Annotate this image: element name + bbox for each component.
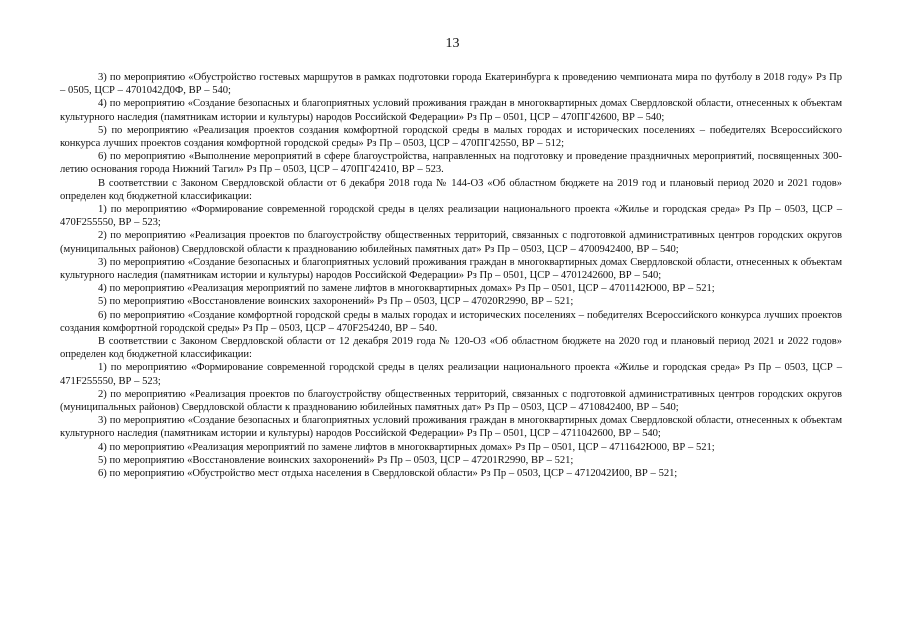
paragraph: 1) по мероприятию «Формирование современной городской среды в целях реализации национального проекта «Жилье и городская среда» Рз Пр – 0503, ЦСР – 470F255550, ВР – 523; [60, 204, 842, 229]
paragraph: 3) по мероприятию «Создание безопасных и благоприятных условий проживания граждан в многоквартирных домах Свердловской области, отнесенных к объектам культурного наследия (памятникам истории и культуры) народов Российской Федерации» Рз Пр – 0501, ЦСР – 4701242600, ВР – 540; [60, 256, 842, 282]
paragraph: 3) по мероприятию «Создание безопасных и благоприятных условий проживания граждан в многоквартирных домах Свердловской области, отнесенных к объектам культурного наследия (памятникам истории и культуры) народов Российской Федерации» Рз Пр – 0501, ЦСР – 4711042600, ВР – 540; [60, 415, 842, 440]
paragraph: 6) по мероприятию «Выполнение мероприятий в сфере благоустройства, направленных на подготовку и проведение праздничных мероприятий, посвященных 300-летию основания города Нижний Тагил» Рз Пр – 0503, ЦСР – 470ПГ42410, ВР – 523. [60, 151, 842, 176]
paragraph: В соответствии с Законом Свердловской области от 6 декабря 2018 года № 144-ОЗ «Об областном бюджете на 2019 год и плановый период 2020 и 2021 годов» определен код бюджетной классификации: [60, 177, 842, 202]
paragraph: 1) по мероприятию «Формирование современной городской среды в целях реализации национального проекта «Жилье и городская среда» Рз Пр – 0503, ЦСР – 471F255550, ВР – 523; [60, 362, 842, 387]
paragraph: 4) по мероприятию «Создание безопасных и благоприятных условий проживания граждан в многоквартирных домах Свердловской области, отнесенных к объектам культурного наследия (памятникам истории и культуры) народов Российской Федерации» Рз Пр – 0501, ЦСР – 470ПГ42600, ВР – 540; [60, 98, 842, 123]
paragraph: 2) по мероприятию «Реализация проектов по благоустройству общественных территорий, связанных с подготовкой административных центров городских округов (муниципальных районов) Свердловской области к празднованию юбилейных памятных дат» Рз Пр – 0503, ЦСР – 4700942400, ВР – 540; [60, 230, 842, 255]
paragraph: 3) по мероприятию «Обустройство гостевых маршрутов в рамках подготовки города Екатеринбурга к проведению чемпионата мира по футболу в 2018 году» Рз Пр – 0505, ЦСР – 4701042Д0Ф, ВР – 540; [60, 72, 842, 97]
document-body [60, 71, 842, 480]
paragraph: 4) по мероприятию «Реализация мероприятий по замене лифтов в многоквартирных домах» Рз Пр – 0501, ЦСР – 4701142Ю00, ВР – 521; [98, 283, 715, 295]
paragraph: В соответствии с Законом Свердловской области от 12 декабря 2019 года № 120-ОЗ «Об областном бюджете на 2020 год и плановый период 2021 и 2022 годов» определен код бюджетной классификации: [60, 336, 842, 361]
paragraph: 5) по мероприятию «Восстановление воинских захоронений» Рз Пр – 0503, ЦСР – 47020R2990, ВР – 521; [98, 296, 574, 308]
paragraph: 5) по мероприятию «Реализация проектов создания комфортной городской среды в малых городах и исторических поселениях – победителях Всероссийского конкурса лучших проектов создания комфортной городской среды» Рз Пр – 0503, ЦСР – 470ПГ42550, ВР – 512; [60, 124, 842, 150]
paragraph: 5) по мероприятию «Восстановление воинских захоронений» Рз Пр – 0503, ЦСР – 47201R2990, ВР – 521; [98, 454, 574, 466]
paragraph: 4) по мероприятию «Реализация мероприятий по замене лифтов в многоквартирных домах» Рз Пр – 0501, ЦСР – 4711642Ю00, ВР – 521; [98, 441, 715, 453]
paragraph: 6) по мероприятию «Обустройство мест отдыха населения в Свердловской области» Рз Пр – 0503, ЦСР – 4712042И00, ВР – 521; [98, 468, 678, 480]
page-number: 13 [445, 36, 460, 51]
paragraph: 2) по мероприятию «Реализация проектов по благоустройству общественных территорий, связанных с подготовкой административных центров городских округов (муниципальных районов) Свердловской области к празднованию юбилейных памятных дат» Рз Пр – 0503, ЦСР – 4710842400, ВР – 540; [60, 388, 842, 414]
paragraph: 6) по мероприятию «Создание комфортной городской среды в малых городах и исторических поселениях – победителях Всероссийского конкурса лучших проектов создания комфортной городской среды» Рз Пр – 0503, ЦСР – 470F254240, ВР – 540. [60, 309, 842, 334]
